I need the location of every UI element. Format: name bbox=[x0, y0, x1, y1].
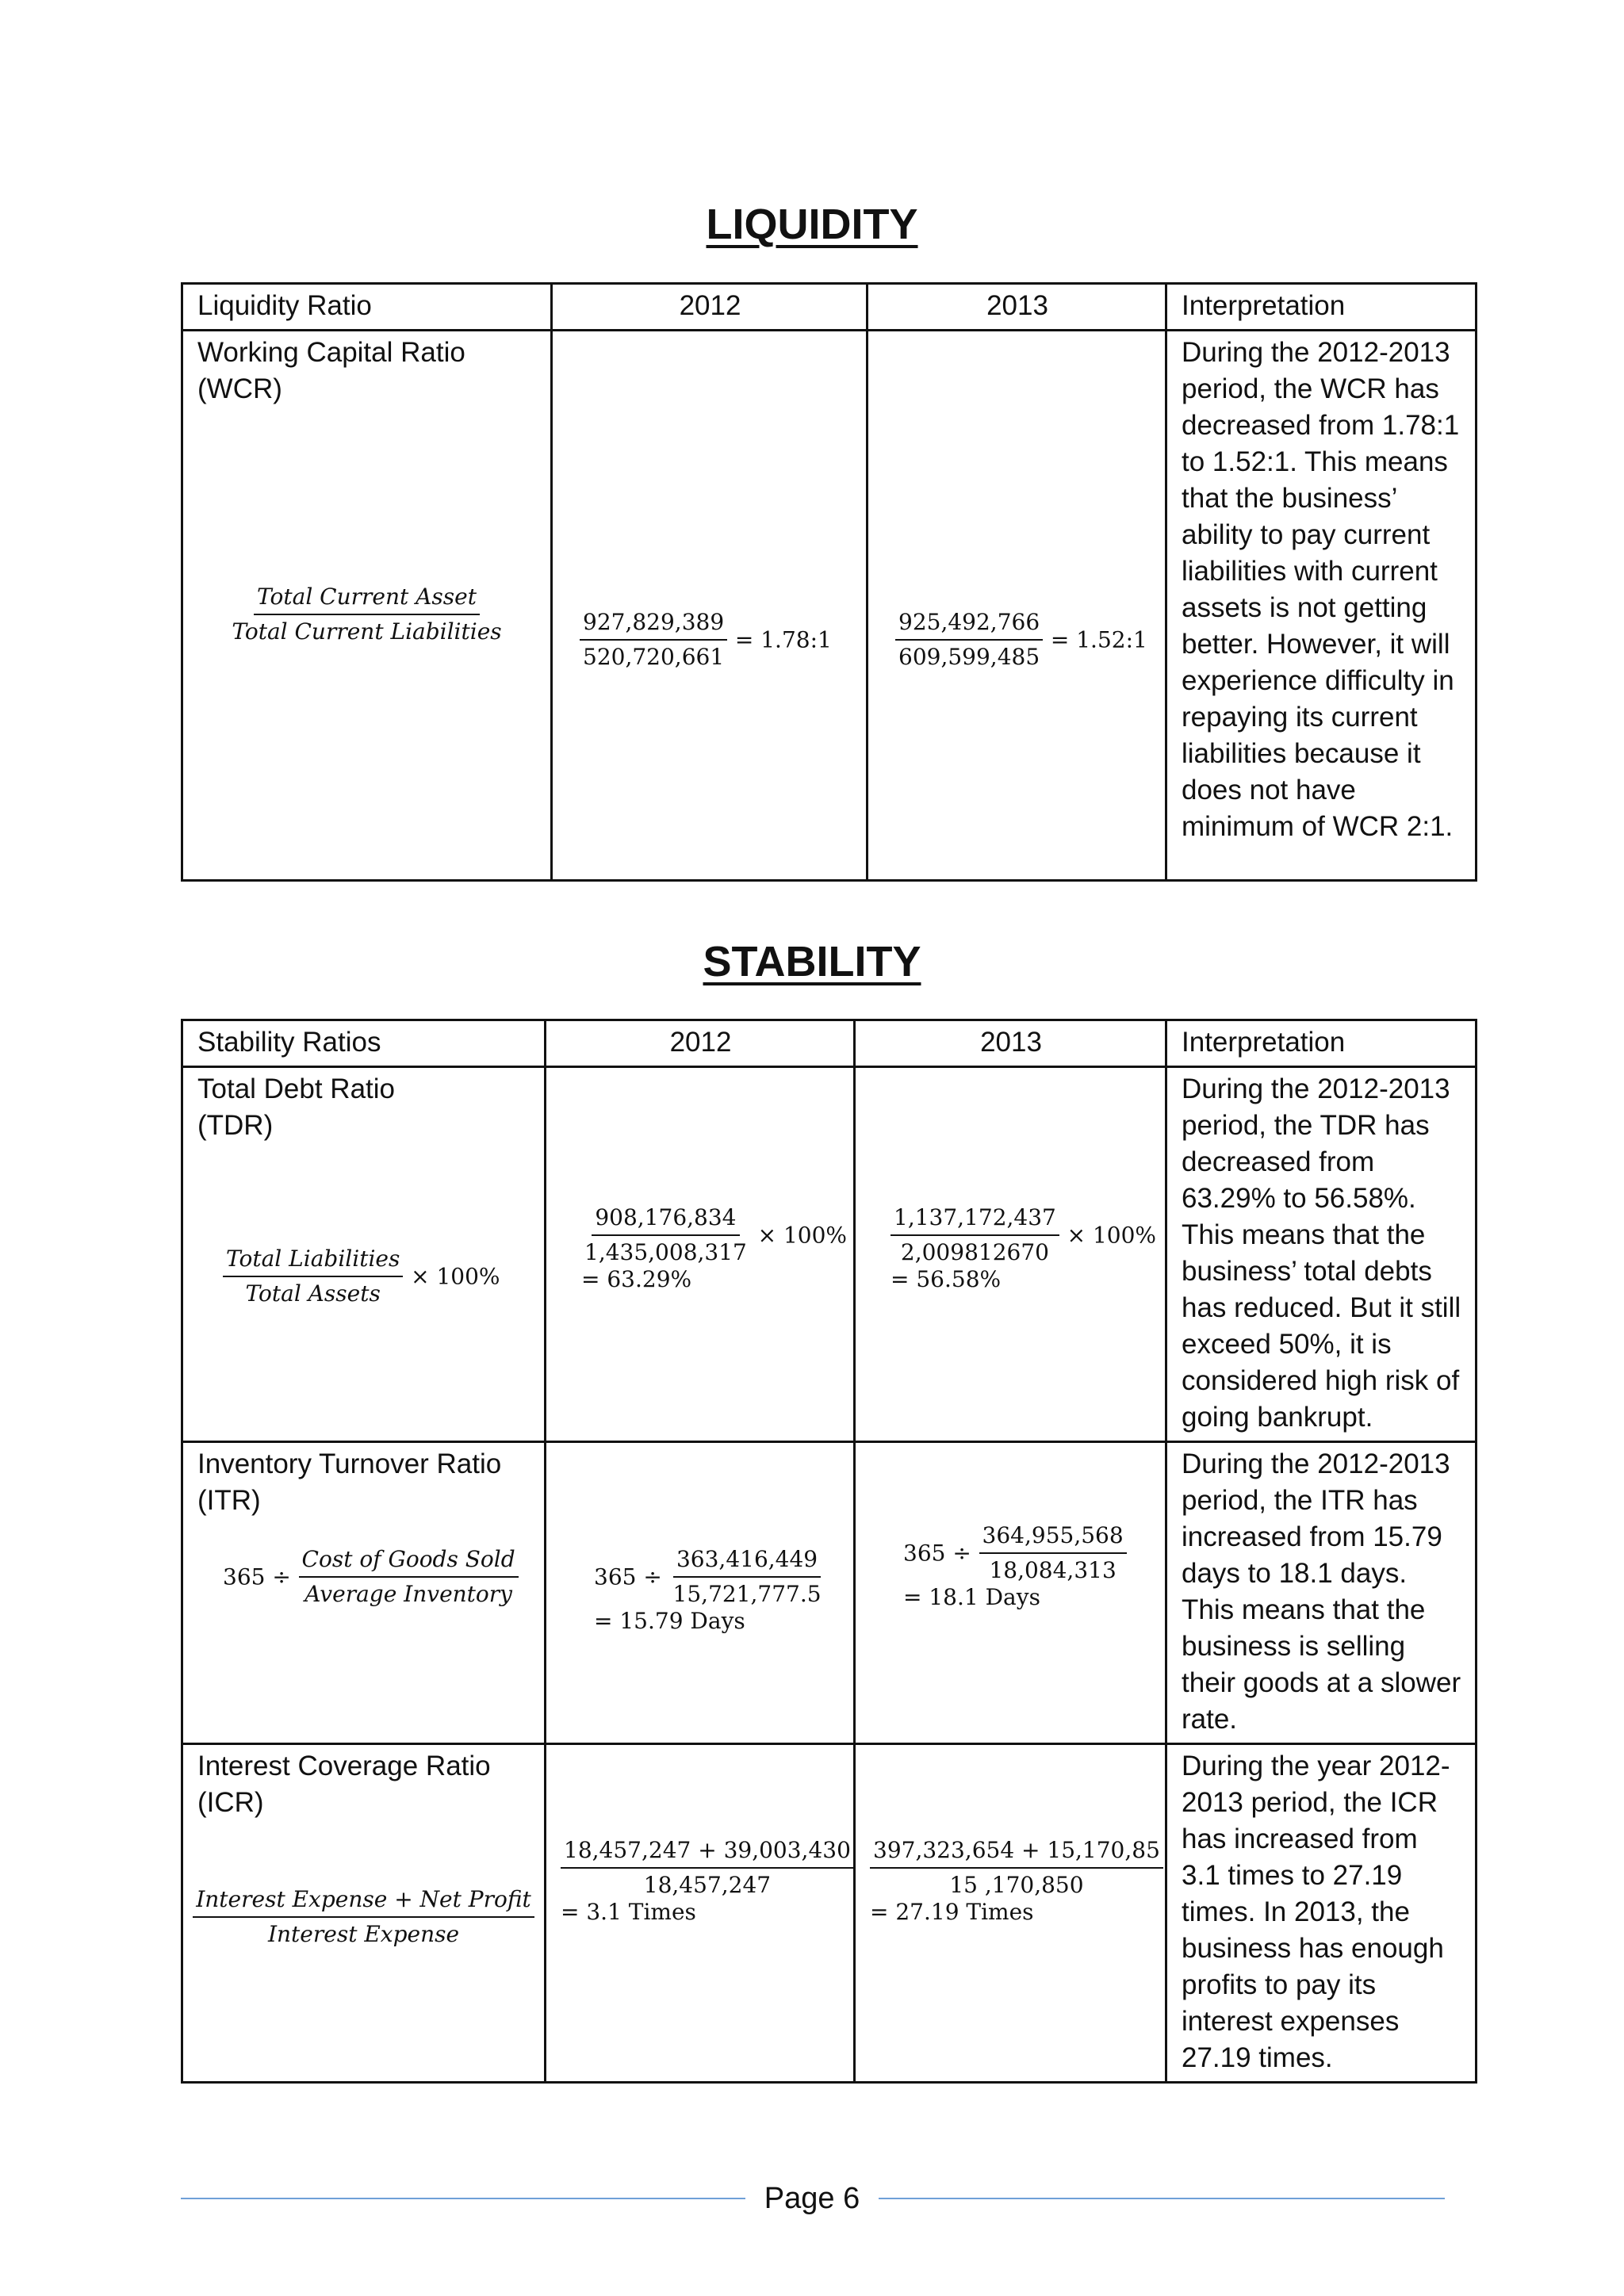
calc-numerator: 927,829,389 bbox=[580, 609, 727, 641]
table-row bbox=[182, 1744, 1477, 2083]
ratio-name-cell bbox=[182, 1442, 546, 1744]
calc-denominator: 2,009812670 bbox=[900, 1239, 1049, 1265]
header-cell-2012: 2012 bbox=[552, 284, 868, 331]
value-2012-cell bbox=[546, 1442, 855, 1744]
table-row bbox=[182, 331, 1477, 881]
table-row bbox=[182, 1067, 1477, 1442]
value-2012-cell bbox=[552, 331, 868, 881]
header-cell-2013: 2013 bbox=[855, 1020, 1166, 1067]
ratio-abbrev: (WCR) bbox=[197, 373, 282, 404]
table-header-row bbox=[182, 284, 1477, 331]
calc-suffix: × 100% bbox=[1067, 1222, 1157, 1249]
calc-numerator: 1,137,172,437 bbox=[891, 1204, 1059, 1236]
page-number: Page 6 bbox=[764, 2182, 860, 2215]
calc-2013 bbox=[891, 1204, 1156, 1293]
calc-2013 bbox=[903, 1522, 1127, 1611]
calc-numerator: 18,457,247 + 39,003,430 bbox=[561, 1837, 854, 1869]
footer-rule-left bbox=[181, 2198, 745, 2199]
calc-prefix: 365 ÷ bbox=[594, 1563, 662, 1590]
calc-result: = 15.79 Days bbox=[594, 1608, 745, 1634]
calc-denominator: 15,721,777.5 bbox=[672, 1581, 822, 1607]
ratio-name: Total Debt Ratio bbox=[197, 1073, 396, 1104]
header-cell: Stability Ratios bbox=[182, 1020, 546, 1067]
calc-2013 bbox=[895, 609, 1147, 671]
ratio-name: Inventory Turnover Ratio bbox=[197, 1448, 502, 1479]
calc-denominator: 15 ,170,850 bbox=[949, 1872, 1084, 1898]
header-cell-interpretation: Interpretation bbox=[1166, 1020, 1477, 1067]
calc-denominator: 609,599,485 bbox=[898, 644, 1040, 670]
calc-numerator: 397,323,654 + 15,170,85 bbox=[870, 1837, 1163, 1869]
calc-denominator: 1,435,008,317 bbox=[584, 1239, 747, 1265]
table-row bbox=[182, 1442, 1477, 1744]
formula-denominator: Average Inventory bbox=[304, 1581, 512, 1607]
formula-denominator: Interest Expense bbox=[267, 1921, 460, 1947]
formula-denominator: Total Assets bbox=[245, 1280, 381, 1307]
formula-prefix: 365 ÷ bbox=[223, 1563, 291, 1590]
calc-2013 bbox=[870, 1837, 1163, 1926]
calc-result: = 1.78:1 bbox=[734, 626, 832, 653]
header-cell: Liquidity Ratio bbox=[182, 284, 552, 331]
calc-denominator: 18,457,247 bbox=[643, 1872, 772, 1898]
ratio-formula bbox=[223, 1546, 519, 1608]
table-header-row bbox=[182, 1020, 1477, 1067]
value-2013-cell bbox=[868, 331, 1166, 881]
formula-numerator: Total Liabilities bbox=[223, 1246, 403, 1277]
calc-result: = 63.29% bbox=[581, 1266, 692, 1292]
liquidity-heading: LIQUIDITY bbox=[706, 201, 918, 248]
calc-result: = 3.1 Times bbox=[561, 1899, 696, 1925]
calc-numerator: 364,955,568 bbox=[979, 1522, 1127, 1554]
ratio-abbrev: (ITR) bbox=[197, 1485, 261, 1516]
calc-prefix: 365 ÷ bbox=[903, 1540, 971, 1567]
ratio-name-cell bbox=[182, 1744, 546, 2083]
formula-numerator: Total Current Asset bbox=[254, 584, 480, 615]
formula-denominator: Total Current Liabilities bbox=[232, 618, 502, 645]
calc-denominator: 18,084,313 bbox=[989, 1557, 1116, 1583]
interpretation-cell: During the 2012-2013 period, the ITR has increased from 15.79 days to 18.1 days. This means that the business is selling their goods at a slower rate. bbox=[1166, 1442, 1477, 1744]
ratio-formula bbox=[183, 1886, 544, 1948]
calc-numerator: 363,416,449 bbox=[673, 1546, 821, 1578]
calc-result: = 18.1 Days bbox=[903, 1584, 1040, 1610]
calc-2012 bbox=[594, 1546, 825, 1635]
value-2013-cell bbox=[855, 1442, 1166, 1744]
interpretation-cell: During the year 2012-2013 period, the ICR has increased from 3.1 times to 27.19 times. In 2013, the business has enough profits to pay its interest expenses 27.19 times. bbox=[1166, 1744, 1477, 2083]
calc-2012 bbox=[581, 1204, 847, 1293]
formula-numerator: Cost of Goods Sold bbox=[299, 1546, 519, 1578]
ratio-abbrev: (ICR) bbox=[197, 1787, 264, 1818]
calc-suffix: × 100% bbox=[757, 1222, 848, 1249]
ratio-name-cell bbox=[182, 331, 552, 881]
header-cell-2012: 2012 bbox=[546, 1020, 855, 1067]
formula-suffix: × 100% bbox=[411, 1263, 500, 1290]
ratio-abbrev: (TDR) bbox=[197, 1110, 274, 1141]
interpretation-cell: During the 2012-2013 period, the WCR has decreased from 1.78:1 to 1.52:1. This means that the business’ ability to pay current liabilities with current assets is not getting better. However, it will experience difficulty in repaying its current liabilities because it does not have minimum of WCR 2:1. bbox=[1166, 331, 1477, 881]
stability-heading: STABILITY bbox=[703, 938, 921, 985]
calc-numerator: 908,176,834 bbox=[592, 1204, 739, 1236]
calc-result: = 27.19 Times bbox=[870, 1899, 1034, 1925]
ratio-name-cell bbox=[182, 1067, 546, 1442]
ratio-name: Working Capital Ratio bbox=[197, 337, 465, 368]
stability-table bbox=[181, 1019, 1477, 2084]
value-2013-cell bbox=[855, 1067, 1166, 1442]
formula-numerator: Interest Expense + Net Profit bbox=[193, 1886, 534, 1918]
value-2012-cell bbox=[546, 1067, 855, 1442]
calc-result: = 56.58% bbox=[891, 1266, 1002, 1292]
calc-result: = 1.52:1 bbox=[1050, 626, 1147, 653]
ratio-name: Interest Coverage Ratio bbox=[197, 1751, 491, 1781]
value-2012-cell bbox=[546, 1744, 855, 2083]
value-2013-cell bbox=[855, 1744, 1166, 2083]
ratio-formula bbox=[183, 584, 550, 645]
interpretation-cell: During the 2012-2013 period, the TDR has decreased from 63.29% to 56.58%. This means that the business’ total debts has reduced. But it still exceed 50%, it is considered high risk of going bankrupt. bbox=[1166, 1067, 1477, 1442]
ratio-formula bbox=[223, 1246, 500, 1307]
calc-denominator: 520,720,661 bbox=[583, 644, 725, 670]
calc-2012 bbox=[580, 609, 832, 671]
header-cell-2013: 2013 bbox=[868, 284, 1166, 331]
calc-2012 bbox=[561, 1837, 854, 1926]
liquidity-table bbox=[181, 282, 1477, 882]
calc-numerator: 925,492,766 bbox=[895, 609, 1043, 641]
header-cell-interpretation: Interpretation bbox=[1166, 284, 1477, 331]
footer-rule-right bbox=[879, 2198, 1445, 2199]
